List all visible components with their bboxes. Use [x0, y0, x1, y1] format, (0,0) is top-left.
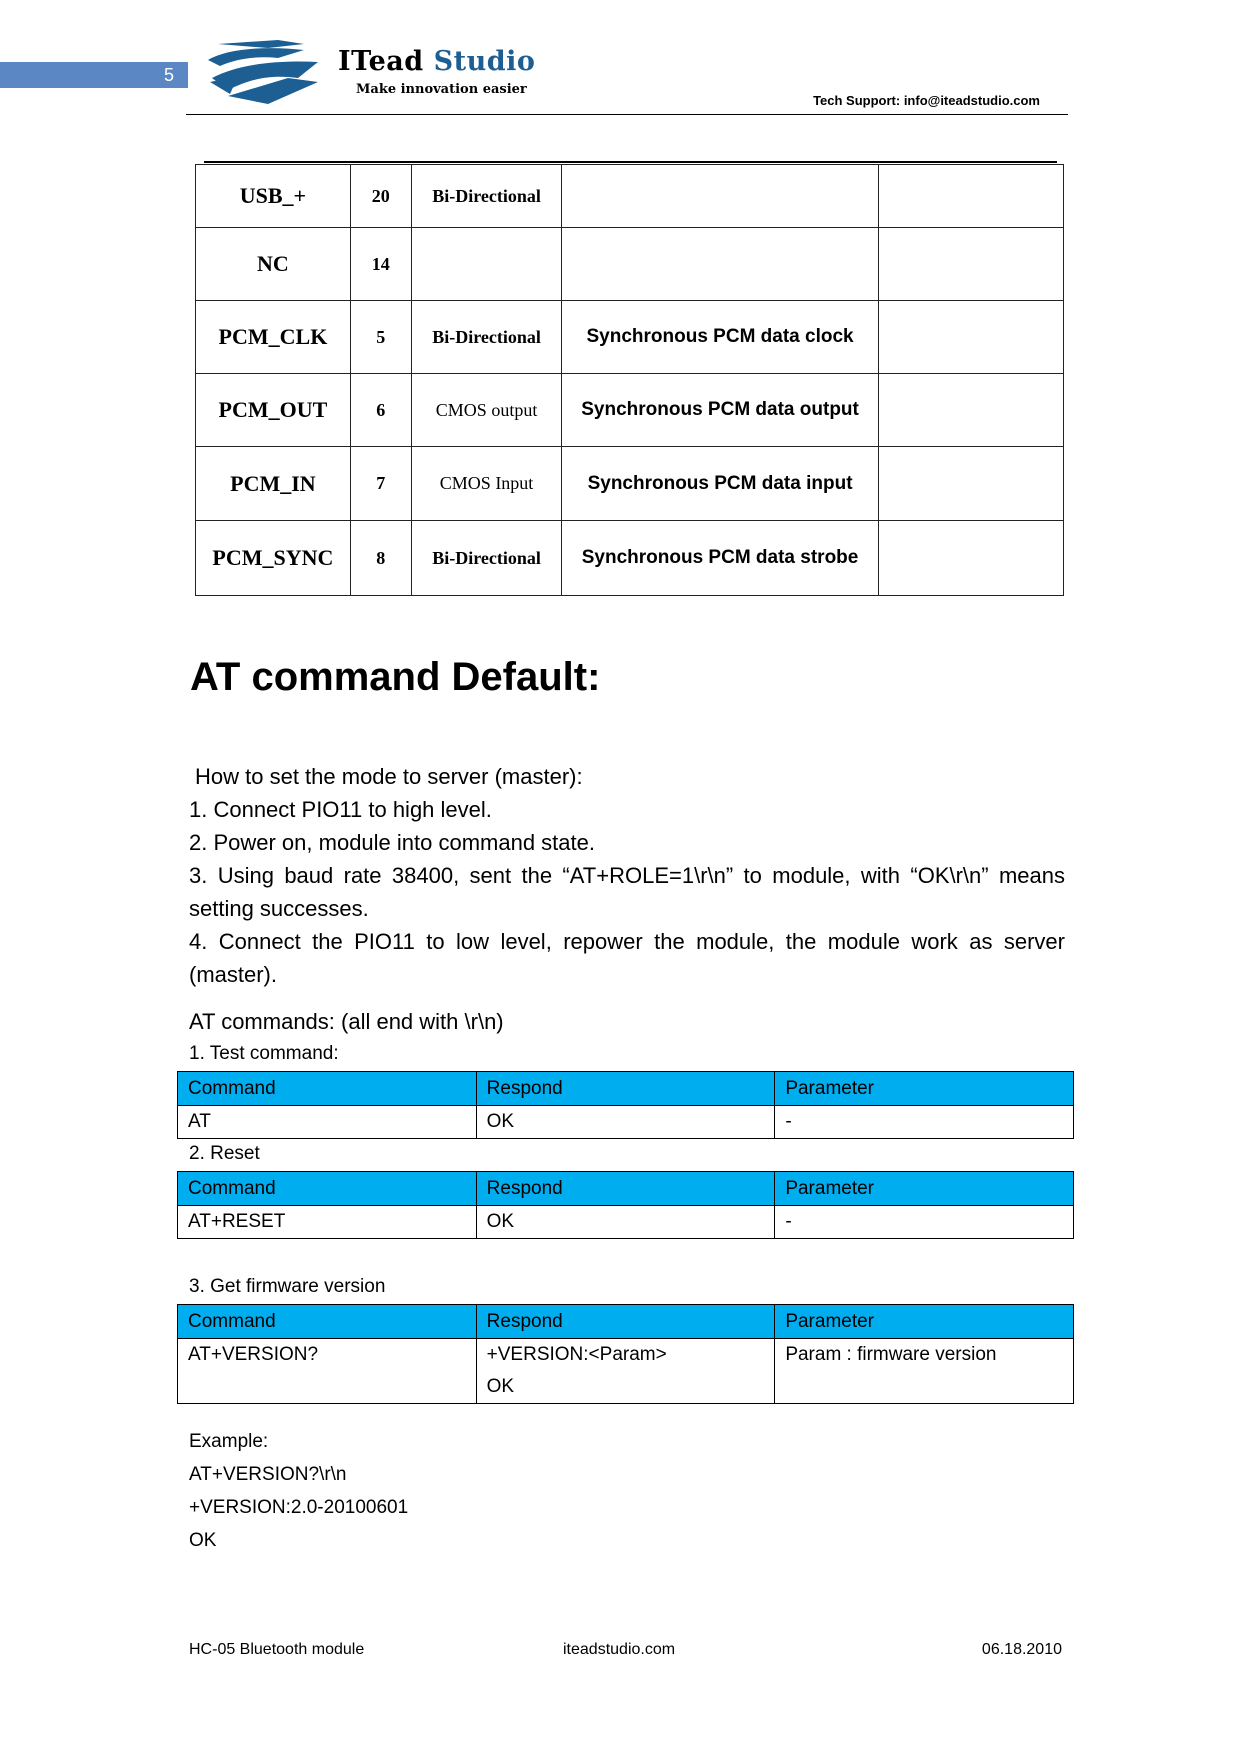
table-top-rule — [204, 161, 1057, 163]
pin-note — [878, 447, 1063, 521]
pin-description — [562, 228, 878, 301]
pin-type: Bi-Directional — [411, 301, 562, 374]
pin-type: CMOS Input — [411, 447, 562, 521]
example-label: Example: — [189, 1431, 269, 1452]
example-line: +VERSION:2.0-20100601 — [189, 1497, 409, 1518]
table-row — [196, 521, 1064, 596]
footer-date: 06.18.2010 — [981, 1641, 1062, 1658]
pin-number: 5 — [350, 301, 411, 374]
pin-description: Synchronous PCM data clock — [562, 301, 878, 374]
instruction-step: 2. Power on, module into command state. — [189, 830, 595, 855]
pin-description: Synchronous PCM data output — [562, 374, 878, 447]
pin-number: 20 — [350, 165, 411, 228]
table-row — [196, 228, 1064, 301]
command-table-reset — [177, 1171, 1074, 1239]
table-row — [196, 374, 1064, 447]
pin-description: Synchronous PCM data input — [562, 447, 878, 521]
column-header: Command — [178, 1072, 477, 1106]
pin-type — [411, 228, 562, 301]
table-header-row — [178, 1172, 1074, 1206]
iteadstudio-logo — [208, 38, 618, 110]
parameter-cell: - — [775, 1106, 1074, 1139]
logo-tagline: Make innovation easier — [356, 82, 527, 97]
pin-number: 8 — [350, 521, 411, 596]
pin-name: NC — [196, 228, 351, 301]
instruction-step: 3. Using baud rate 38400, sent the “AT+ROLE=1\r\n” to module, with “OK\r\n” means setting successes. — [189, 863, 1065, 921]
command-cell: AT — [178, 1106, 477, 1139]
respond-cell: OK — [476, 1106, 775, 1139]
section-title: AT command Default: — [190, 655, 601, 699]
footer-module-name: HC-05 Bluetooth module — [189, 1641, 365, 1658]
pin-name: PCM_OUT — [196, 374, 351, 447]
command-table-test — [177, 1071, 1074, 1139]
column-header: Respond — [476, 1072, 775, 1106]
instructions — [189, 760, 1065, 991]
respond-line: +VERSION:<Param> — [486, 1344, 667, 1365]
logo-name — [338, 46, 535, 77]
table-row — [178, 1339, 1074, 1404]
command-label: 2. Reset — [189, 1143, 260, 1164]
example-line: OK — [189, 1530, 217, 1551]
example-block — [189, 1425, 408, 1557]
pin-note — [878, 228, 1063, 301]
pin-number: 14 — [350, 228, 411, 301]
logo-name-part1: ITead — [338, 46, 424, 77]
respond-cell: OK — [476, 1206, 775, 1239]
pin-note — [878, 374, 1063, 447]
table-row — [196, 165, 1064, 228]
column-header: Command — [178, 1172, 477, 1206]
column-header: Command — [178, 1305, 477, 1339]
commands-intro: AT commands: (all end with \r\n) — [189, 1009, 504, 1034]
respond-cell — [476, 1339, 775, 1404]
table-row — [178, 1106, 1074, 1139]
command-cell: AT+VERSION? — [178, 1339, 477, 1404]
column-header: Parameter — [775, 1172, 1074, 1206]
table-row — [178, 1206, 1074, 1239]
pin-name: USB_+ — [196, 165, 351, 228]
table-row — [196, 301, 1064, 374]
logo-mark-icon — [208, 38, 348, 110]
parameter-cell: - — [775, 1206, 1074, 1239]
command-table-version — [177, 1304, 1074, 1404]
pin-note — [878, 521, 1063, 596]
pin-name: PCM_CLK — [196, 301, 351, 374]
column-header: Parameter — [775, 1305, 1074, 1339]
logo-name-part2: Studio — [433, 46, 536, 77]
tech-support-email: Tech Support: info@iteadstudio.com — [813, 93, 1040, 108]
pin-note — [878, 301, 1063, 374]
pin-number: 6 — [350, 374, 411, 447]
pin-description — [562, 165, 878, 228]
respond-line: OK — [486, 1376, 515, 1397]
instruction-step: 4. Connect the PIO11 to low level, repower the module, the module work as server (master). — [189, 929, 1065, 987]
pin-name: PCM_SYNC — [196, 521, 351, 596]
pin-type: Bi-Directional — [411, 521, 562, 596]
command-cell: AT+RESET — [178, 1206, 477, 1239]
example-line: AT+VERSION?\r\n — [189, 1464, 347, 1485]
pin-note — [878, 165, 1063, 228]
column-header: Respond — [476, 1305, 775, 1339]
footer-website: iteadstudio.com — [563, 1641, 676, 1658]
column-header: Respond — [476, 1172, 775, 1206]
table-header-row — [178, 1305, 1074, 1339]
pin-description: Synchronous PCM data strobe — [562, 521, 878, 596]
pin-type: Bi-Directional — [411, 165, 562, 228]
pin-type: CMOS output — [411, 374, 562, 447]
page-number: 5 — [0, 62, 188, 88]
command-label: 3. Get firmware version — [189, 1276, 386, 1297]
parameter-cell: Param : firmware version — [775, 1339, 1074, 1404]
command-label: 1. Test command: — [189, 1043, 339, 1064]
pin-name: PCM_IN — [196, 447, 351, 521]
table-row — [196, 447, 1064, 521]
header-divider — [186, 114, 1068, 115]
table-header-row — [178, 1072, 1074, 1106]
column-header: Parameter — [775, 1072, 1074, 1106]
instruction-step: 1. Connect PIO11 to high level. — [189, 797, 492, 822]
pin-number: 7 — [350, 447, 411, 521]
instructions-intro: How to set the mode to server (master): — [195, 764, 583, 789]
pin-table — [195, 164, 1064, 596]
